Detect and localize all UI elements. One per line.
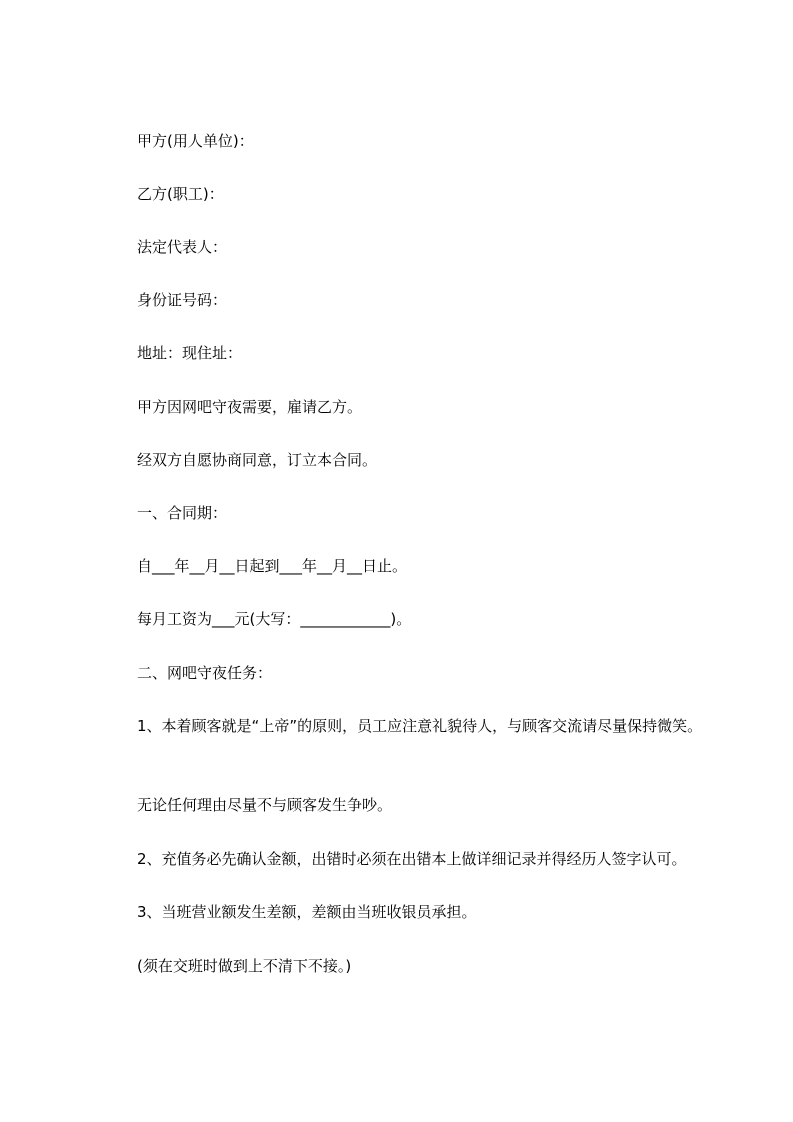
task-1-paragraph: 1、本着顾客就是“上帝”的原则，员工应注意礼貌待人，与顾客交流请尽量保持微笑。 [137, 717, 703, 735]
task-3-note: (须在交班时做到上不清下不接。) [137, 957, 352, 975]
contract-term-line: 自___年__月__日起到___年__月__日止。 [137, 557, 408, 575]
task-3-paragraph: 3、当班营业额发生差额，差额由当班收银员承担。 [137, 903, 477, 921]
address-label: 地址：现住址： [137, 344, 243, 362]
section-2-title: 二、网吧守夜任务： [137, 664, 273, 682]
id-number-label: 身份证号码： [137, 291, 228, 309]
intro-paragraph-1: 甲方因网吧守夜需要，雇请乙方。 [137, 398, 363, 416]
party-b-label: 乙方(职工)： [137, 185, 224, 203]
legal-representative-label: 法定代表人： [137, 238, 228, 256]
task-1-note: 无论任何理由尽量不与顾客发生争吵。 [137, 796, 393, 814]
salary-line: 每月工资为___元(大写：____________)。 [137, 610, 412, 628]
task-2-paragraph: 2、充值务必先确认金额，出错时必须在出错本上做详细记录并得经历人签字认可。 [137, 850, 687, 868]
section-1-title: 一、合同期： [137, 504, 228, 522]
party-a-label: 甲方(用人单位)： [137, 132, 254, 150]
intro-paragraph-2: 经双方自愿协商同意，订立本合同。 [137, 451, 378, 469]
